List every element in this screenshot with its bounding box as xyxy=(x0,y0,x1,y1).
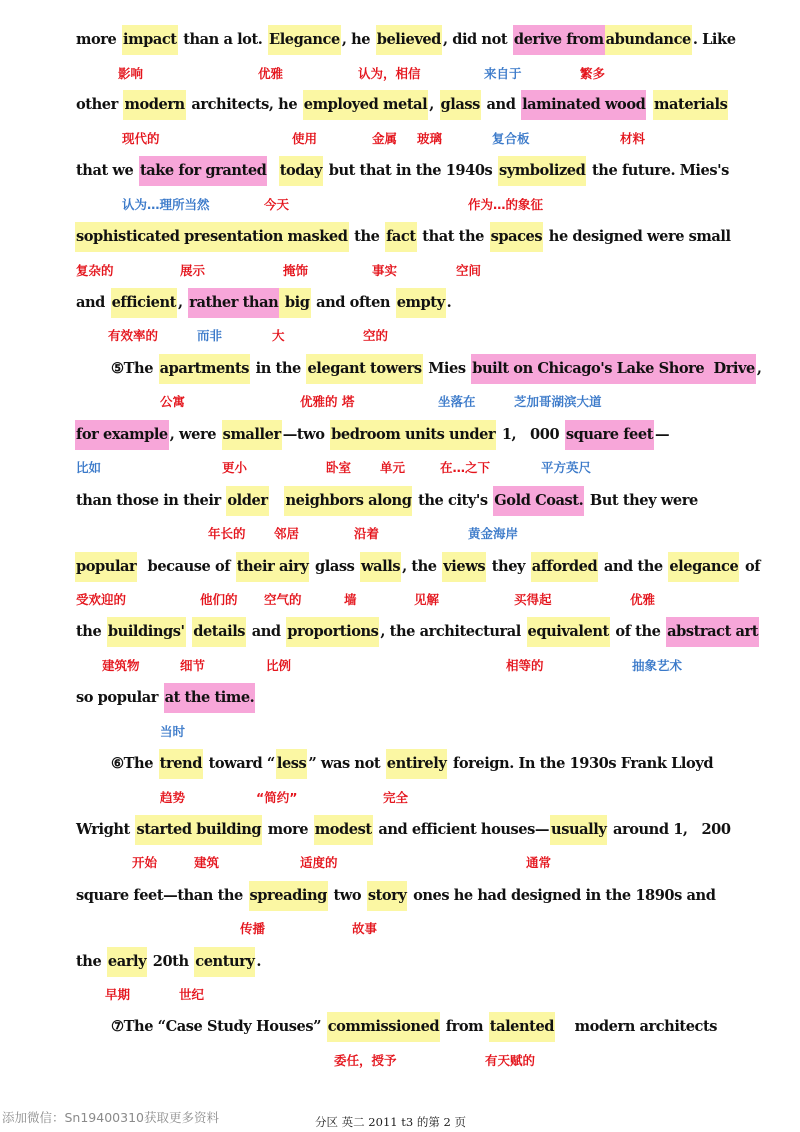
chinese-gloss: 在…之下 xyxy=(440,460,491,475)
highlight-yellow: walls xyxy=(360,552,401,582)
chinese-gloss: 空气的 xyxy=(264,592,302,607)
plain-text: Wright xyxy=(76,821,135,838)
plain-text: that we xyxy=(76,162,138,179)
chinese-gloss: 早期 xyxy=(105,987,131,1002)
highlight-yellow: sophisticated presentation masked xyxy=(75,222,349,252)
chinese-gloss: 玻璃 xyxy=(417,131,443,146)
plain-text: more xyxy=(263,821,313,838)
highlight-yellow: less xyxy=(276,749,307,779)
plain-text: modern architects xyxy=(556,1018,718,1035)
text-line xyxy=(75,420,670,450)
chinese-gloss: 传播 xyxy=(240,921,266,936)
highlight-yellow: century xyxy=(194,947,255,977)
chinese-gloss: 复杂的 xyxy=(76,263,114,278)
footer-watermark: 添加微信：Sn19400310获取更多资料 xyxy=(2,1110,219,1125)
highlight-yellow: efficient xyxy=(111,288,177,318)
chinese-gloss: 而非 xyxy=(197,328,223,343)
highlight-pink: at the time. xyxy=(164,683,256,713)
highlight-yellow: entirely xyxy=(386,749,448,779)
chinese-gloss: 委任，授予 xyxy=(334,1053,397,1068)
plain-text: and often xyxy=(311,294,395,311)
chinese-gloss: 认为，相信 xyxy=(358,66,421,81)
chinese-gloss: 空的 xyxy=(363,328,389,343)
plain-text: than those in their xyxy=(76,492,226,509)
chinese-gloss: 通常 xyxy=(526,855,552,870)
plain-text: ” was not xyxy=(308,755,385,772)
plain-text: . xyxy=(256,953,262,970)
chinese-gloss: 掩饰 xyxy=(283,263,309,278)
text-line xyxy=(75,486,699,516)
highlight-yellow: afforded xyxy=(531,552,599,582)
plain-text: of xyxy=(740,558,761,575)
text-line xyxy=(75,90,728,120)
text-line xyxy=(75,881,716,911)
text-line xyxy=(75,617,759,647)
chinese-gloss: 认为…理所当然 xyxy=(122,197,210,212)
plain-text: the xyxy=(349,228,385,245)
chinese-gloss: 邻居 xyxy=(274,526,300,541)
chinese-gloss: 优雅 xyxy=(258,66,284,81)
highlight-yellow: glass xyxy=(440,90,481,120)
plain-text: , xyxy=(429,96,439,113)
highlight-yellow: impact xyxy=(122,25,178,55)
plain-text: more xyxy=(76,31,121,48)
chinese-gloss: 大 xyxy=(272,328,285,343)
chinese-gloss: 使用 xyxy=(292,131,318,146)
chinese-gloss: 更小 xyxy=(222,460,248,475)
chinese-gloss: 金属 xyxy=(372,131,398,146)
plain-text: the xyxy=(76,623,106,640)
plain-text: the city's xyxy=(413,492,493,509)
chinese-gloss: 展示 xyxy=(180,263,206,278)
highlight-yellow: spaces xyxy=(490,222,544,252)
highlight-yellow: talented xyxy=(489,1012,555,1042)
plain-text: but that in the 1940s xyxy=(324,162,497,179)
chinese-gloss: 有效率的 xyxy=(108,328,159,343)
plain-text: and xyxy=(247,623,286,640)
highlight-yellow: employed metal xyxy=(303,90,428,120)
chinese-gloss: 趋势 xyxy=(160,790,186,805)
highlight-yellow: elegant towers xyxy=(306,354,422,384)
plain-text: from xyxy=(441,1018,488,1035)
text-line xyxy=(75,25,737,55)
plain-text: . xyxy=(446,294,452,311)
plain-text: architects, he xyxy=(186,96,302,113)
highlight-yellow: apartments xyxy=(159,354,250,384)
plain-text: toward “ xyxy=(203,755,275,772)
chinese-gloss: 平方英尺 xyxy=(541,460,592,475)
plain-text: because of xyxy=(138,558,235,575)
highlight-pink: abstract art xyxy=(666,617,759,647)
highlight-yellow: modest xyxy=(314,815,373,845)
plain-text: But they were xyxy=(585,492,698,509)
text-line xyxy=(75,552,761,582)
text-line xyxy=(110,1012,718,1042)
plain-text: . Like xyxy=(692,31,736,48)
highlight-pink: derive from xyxy=(513,25,605,55)
plain-text: ⑤The xyxy=(111,360,158,377)
plain-text: of the xyxy=(610,623,666,640)
highlight-yellow: empty xyxy=(396,288,446,318)
highlight-yellow: abundance xyxy=(605,25,692,55)
chinese-gloss: 单元 xyxy=(380,460,406,475)
highlight-pink: square feet xyxy=(565,420,654,450)
chinese-gloss: 完全 xyxy=(383,790,409,805)
highlight-yellow: modern xyxy=(123,90,185,120)
chinese-gloss: 见解 xyxy=(414,592,440,607)
chinese-gloss: 影响 xyxy=(118,66,144,81)
plain-text: —two xyxy=(282,426,330,443)
plain-text: ⑦The “Case Study Houses” xyxy=(111,1018,326,1035)
plain-text: ⑥The xyxy=(111,755,158,772)
plain-text xyxy=(646,90,653,120)
chinese-gloss: 开始 xyxy=(132,855,158,870)
chinese-gloss: 优雅 xyxy=(630,592,656,607)
highlight-yellow: neighbors along xyxy=(284,486,412,516)
highlight-yellow: commissioned xyxy=(327,1012,440,1042)
plain-text: that the xyxy=(417,228,489,245)
highlight-pink: for example xyxy=(75,420,169,450)
text-line xyxy=(110,749,714,779)
chinese-gloss: 买得起 xyxy=(514,592,552,607)
highlight-yellow: details xyxy=(192,617,246,647)
plain-text: so popular xyxy=(76,689,163,706)
text-line xyxy=(75,947,262,977)
plain-text: and the xyxy=(599,558,668,575)
text-line xyxy=(110,354,763,384)
highlight-yellow: Elegance xyxy=(268,25,341,55)
chinese-gloss: 相等的 xyxy=(506,658,544,673)
plain-text: they xyxy=(487,558,530,575)
plain-text: , xyxy=(177,294,188,311)
chinese-gloss: 来自于 xyxy=(484,66,522,81)
plain-text: other xyxy=(76,96,123,113)
highlight-yellow: today xyxy=(279,156,323,186)
chinese-gloss: 沿着 xyxy=(354,526,380,541)
text-line xyxy=(75,683,255,713)
text-line xyxy=(75,288,452,318)
plain-text: two xyxy=(328,887,366,904)
highlight-yellow: trend xyxy=(159,749,203,779)
chinese-gloss: 他们的 xyxy=(200,592,238,607)
plain-text: in the xyxy=(251,360,306,377)
highlight-yellow: elegance xyxy=(668,552,739,582)
chinese-gloss: 细节 xyxy=(180,658,206,673)
highlight-pink: Gold Coast. xyxy=(493,486,584,516)
chinese-gloss: 有天赋的 xyxy=(485,1053,536,1068)
highlight-yellow: symbolized xyxy=(498,156,586,186)
plain-text: foreign. In the 1930s Frank Lloyd xyxy=(448,755,714,772)
chinese-gloss: 芝加哥湖滨大道 xyxy=(514,394,602,409)
highlight-pink: laminated wood xyxy=(521,90,646,120)
plain-text: square feet—than the xyxy=(76,887,248,904)
chinese-gloss: 比例 xyxy=(266,658,292,673)
highlight-yellow: early xyxy=(107,947,147,977)
chinese-gloss: 年长的 xyxy=(208,526,246,541)
highlight-yellow: equivalent xyxy=(527,617,610,647)
plain-text: , he xyxy=(341,31,375,48)
plain-text xyxy=(267,156,278,186)
chinese-gloss: 作为…的象征 xyxy=(468,197,544,212)
chinese-gloss: 今天 xyxy=(264,197,290,212)
plain-text: and xyxy=(481,96,521,113)
plain-text: — xyxy=(655,426,670,443)
plain-text: 20th xyxy=(148,953,194,970)
highlight-yellow: their airy xyxy=(236,552,310,582)
highlight-yellow: materials xyxy=(653,90,728,120)
plain-text xyxy=(269,486,285,516)
plain-text: he designed were small xyxy=(544,228,731,245)
highlight-yellow: started building xyxy=(135,815,262,845)
plain-text: Mies xyxy=(423,360,471,377)
highlight-yellow: believed xyxy=(376,25,442,55)
chinese-gloss: 繁多 xyxy=(580,66,606,81)
chinese-gloss: 比如 xyxy=(76,460,102,475)
plain-text: , the xyxy=(402,558,442,575)
chinese-gloss: 现代的 xyxy=(122,131,160,146)
chinese-gloss: 抽象艺术 xyxy=(632,658,683,673)
plain-text: and xyxy=(76,294,110,311)
highlight-yellow: smaller xyxy=(222,420,282,450)
plain-text xyxy=(186,617,193,647)
chinese-gloss: 空间 xyxy=(456,263,482,278)
chinese-gloss: 故事 xyxy=(352,921,378,936)
highlight-pink: take for granted xyxy=(139,156,267,186)
plain-text: than a lot. xyxy=(178,31,268,48)
plain-text: and efficient houses— xyxy=(373,821,550,838)
highlight-yellow: big xyxy=(279,288,310,318)
chinese-gloss: 墙 xyxy=(344,592,357,607)
chinese-gloss: “简约” xyxy=(256,790,298,805)
chinese-gloss: 坐落在 xyxy=(438,394,476,409)
text-line xyxy=(75,815,732,845)
highlight-pink: rather than xyxy=(188,288,279,318)
highlight-yellow: spreading xyxy=(249,881,328,911)
chinese-gloss: 事实 xyxy=(372,263,398,278)
chinese-gloss: 当时 xyxy=(160,724,186,739)
highlight-yellow: older xyxy=(226,486,268,516)
highlight-yellow: usually xyxy=(550,815,607,845)
plain-text: the xyxy=(76,953,106,970)
page-footer: 分区 英二 2011 t3 的第 2 页 xyxy=(315,1115,466,1129)
plain-text: the future. Mies's xyxy=(587,162,729,179)
highlight-yellow: story xyxy=(367,881,408,911)
chinese-gloss: 复合板 xyxy=(492,131,530,146)
plain-text: , the architectural xyxy=(380,623,526,640)
plain-text: , did not xyxy=(442,31,512,48)
plain-text: 1, 000 xyxy=(497,426,564,443)
highlight-yellow: bedroom units under xyxy=(330,420,496,450)
highlight-yellow: fact xyxy=(385,222,417,252)
highlight-pink: built on Chicago's Lake Shore Drive xyxy=(471,354,756,384)
chinese-gloss: 建筑 xyxy=(194,855,220,870)
plain-text: ones he had designed in the 1890s and xyxy=(408,887,716,904)
chinese-gloss: 适度的 xyxy=(300,855,338,870)
plain-text: , xyxy=(756,360,762,377)
highlight-yellow: popular xyxy=(75,552,137,582)
highlight-yellow: buildings' xyxy=(107,617,186,647)
plain-text: around 1, 200 xyxy=(608,821,731,838)
text-line xyxy=(75,156,730,186)
chinese-gloss: 公寓 xyxy=(160,394,186,409)
text-line xyxy=(75,222,732,252)
chinese-gloss: 受欢迎的 xyxy=(76,592,127,607)
chinese-gloss: 黄金海岸 xyxy=(468,526,519,541)
chinese-gloss: 建筑物 xyxy=(102,658,140,673)
chinese-gloss: 卧室 xyxy=(326,460,352,475)
plain-text: glass xyxy=(310,558,360,575)
plain-text: , were xyxy=(169,426,221,443)
chinese-gloss: 世纪 xyxy=(179,987,205,1002)
chinese-gloss: 优雅的 塔 xyxy=(300,394,355,409)
highlight-yellow: proportions xyxy=(286,617,379,647)
chinese-gloss: 材料 xyxy=(620,131,646,146)
highlight-yellow: views xyxy=(442,552,486,582)
